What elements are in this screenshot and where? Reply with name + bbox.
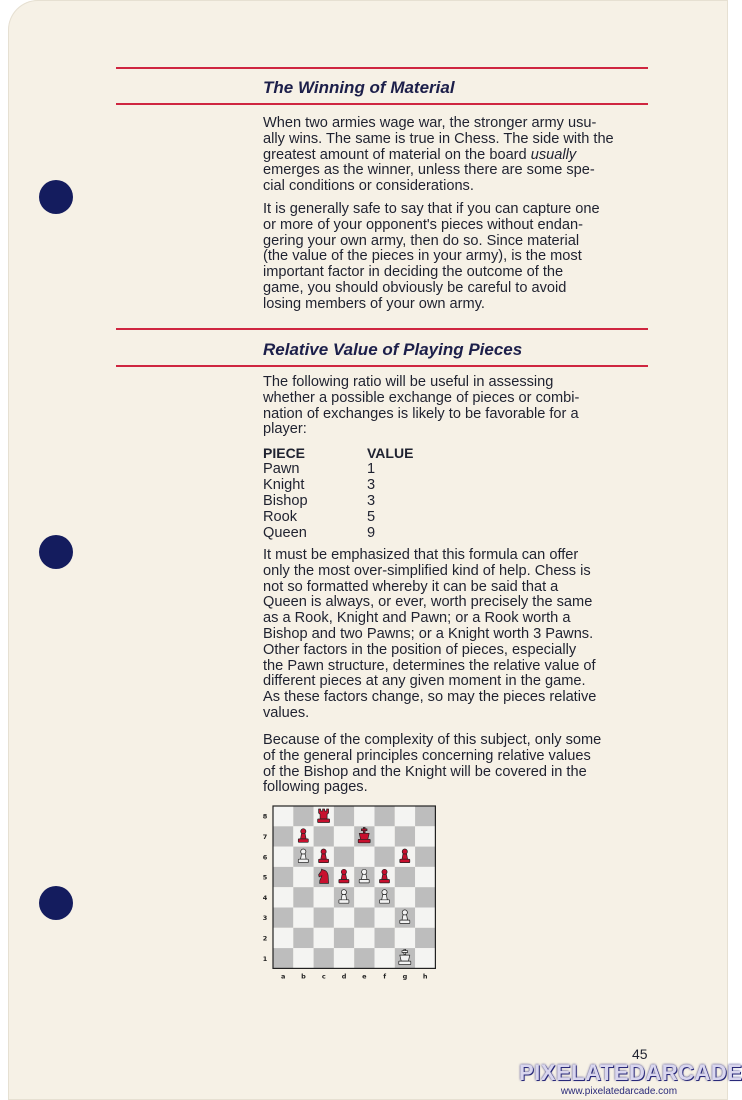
file-label: g <box>402 972 408 981</box>
file-label: e <box>362 972 367 981</box>
board-square-e2 <box>354 928 374 948</box>
piece-value: 3 <box>367 493 376 509</box>
piece-value: 3 <box>367 477 376 493</box>
header-value: VALUE <box>367 445 414 461</box>
piece-name: Rook <box>263 509 298 525</box>
board-square-g8 <box>395 806 415 826</box>
rank-label: 4 <box>262 893 268 902</box>
board-square-a2 <box>273 928 293 948</box>
emphasis-word: usually <box>530 146 577 163</box>
text-line: losing members of your own army. <box>263 295 485 312</box>
section2-top-rule <box>116 328 648 330</box>
board-square-a1 <box>273 948 293 968</box>
board-square-a6 <box>273 847 293 867</box>
file-label: h <box>422 972 428 981</box>
text-line: cial conditions or considerations. <box>263 178 474 195</box>
board-square-h4 <box>415 887 435 907</box>
text-line: gering your own army, then do so. Since material <box>263 232 580 249</box>
binder-hole-top <box>39 180 73 214</box>
piece-name: Pawn <box>263 461 300 477</box>
text-line: the Pawn structure, determines the relative value of <box>263 657 596 674</box>
board-square-a3 <box>273 908 293 928</box>
text-line: following pages. <box>263 779 368 796</box>
board-square-e6 <box>354 847 374 867</box>
table-row <box>263 509 413 525</box>
board-square-d1 <box>334 948 354 968</box>
board-square-d2 <box>334 928 354 948</box>
board-square-a7 <box>273 826 293 846</box>
text-line: Bishop and two Pawns; or a Knight worth 3 Pawns. <box>263 625 594 642</box>
table-row <box>263 461 413 477</box>
board-square-h7 <box>415 826 435 846</box>
piece-value: 1 <box>367 461 376 477</box>
table-row <box>263 525 413 541</box>
board-square-d7 <box>334 826 354 846</box>
piece-name: Queen <box>263 525 307 541</box>
board-square-b3 <box>293 908 313 928</box>
board-square-h1 <box>415 948 435 968</box>
board-square-b8 <box>293 806 313 826</box>
text-line: It is generally safe to say that if you can capture one <box>263 201 600 217</box>
text-line: Because of the complexity of this subject, only some <box>263 732 602 748</box>
board-square-d8 <box>334 806 354 826</box>
watermark-url: www.pixelatedarcade.com <box>560 1086 678 1097</box>
header-piece: PIECE <box>263 445 306 461</box>
binder-hole-middle <box>39 535 73 569</box>
section2-paragraph-2 <box>263 548 648 722</box>
board-square-b2 <box>293 928 313 948</box>
piece-value: 5 <box>367 509 376 525</box>
table-row <box>263 493 413 509</box>
rank-label: 3 <box>262 914 268 923</box>
text-line: values. <box>263 704 310 721</box>
board-square-c2 <box>314 928 334 948</box>
text-line: game, you should obviously be careful to avoid <box>263 279 567 296</box>
board-square-f1 <box>375 948 395 968</box>
board-square-g2 <box>395 928 415 948</box>
text-line: only the most over-simplified kind of help. Chess is <box>263 562 591 579</box>
board-square-h2 <box>415 928 435 948</box>
board-square-c3 <box>314 908 334 928</box>
rank-label: 1 <box>262 954 268 963</box>
text-line: different pieces at any given moment in the game. <box>263 673 586 690</box>
board-square-e3 <box>354 908 374 928</box>
text-line: whether a possible exchange of pieces or combi- <box>263 389 580 406</box>
text-line: of the general principles concerning relative values <box>263 747 591 764</box>
piece-name: Bishop <box>263 493 308 509</box>
piece-value: 9 <box>367 525 376 541</box>
board-square-c7 <box>314 826 334 846</box>
file-label: d <box>341 972 347 981</box>
board-square-h3 <box>415 908 435 928</box>
text-line: ally wins. The same is true in Chess. The side with the <box>263 130 614 147</box>
section1-paragraph-2 <box>263 202 648 313</box>
text-line: The following ratio will be useful in assessing <box>263 374 554 390</box>
board-square-h6 <box>415 847 435 867</box>
rank-label: 2 <box>262 934 268 943</box>
board-square-b4 <box>293 887 313 907</box>
board-square-f8 <box>375 806 395 826</box>
board-square-f3 <box>375 908 395 928</box>
rank-label: 8 <box>262 812 268 821</box>
board-square-e8 <box>354 806 374 826</box>
board-square-f7 <box>375 826 395 846</box>
section2-intro <box>263 375 648 438</box>
text-line: of the Bishop and the Knight will be covered in the <box>263 763 587 780</box>
board-square-a5 <box>273 867 293 887</box>
board-square-a4 <box>273 887 293 907</box>
text-line: greatest amount of material on the board <box>263 146 531 163</box>
text-line: not so formatted whereby it can be said that a <box>263 578 559 595</box>
board-square-b1 <box>293 948 313 968</box>
rank-label: 7 <box>262 832 268 841</box>
board-square-h5 <box>415 867 435 887</box>
section1-title: The Winning of Material <box>263 78 455 97</box>
board-square-f2 <box>375 928 395 948</box>
board-square-c4 <box>314 887 334 907</box>
board-square-f6 <box>375 847 395 867</box>
board-square-d3 <box>334 908 354 928</box>
text-line: It must be emphasized that this formula can offer <box>263 547 579 563</box>
text-line: as a Rook, Knight and Pawn; or a Rook worth a <box>263 610 571 627</box>
rank-label: 5 <box>262 873 268 882</box>
page-number: 45 <box>632 1046 648 1062</box>
board-square-e1 <box>354 948 374 968</box>
table-row <box>263 477 413 493</box>
piece-value-table <box>263 445 413 541</box>
board-square-a8 <box>273 806 293 826</box>
text-line: As these factors change, so may the pieces relative <box>263 689 597 706</box>
text-line: Queen is always, or ever, worth precisely the same <box>263 594 593 611</box>
text-line: or more of your opponent's pieces without endan- <box>263 216 583 233</box>
watermark-brand: PIXELATEDARCADE <box>519 1060 742 1085</box>
board-square-g7 <box>395 826 415 846</box>
text-line: player: <box>263 421 307 438</box>
text-line: When two armies wage war, the stronger army usu- <box>263 115 597 131</box>
file-label: f <box>383 972 387 981</box>
file-label: a <box>280 972 286 981</box>
board-square-g4 <box>395 887 415 907</box>
text-line: important factor in deciding the outcome of the <box>263 264 564 281</box>
rank-label: 6 <box>262 853 268 862</box>
board-square-c1 <box>314 948 334 968</box>
section2-paragraph-3 <box>263 733 648 796</box>
watermark <box>519 1060 742 1097</box>
board-square-g5 <box>395 867 415 887</box>
text-line: (the value of the pieces in your army), is the most <box>263 248 582 265</box>
section1-top-rule <box>116 67 648 69</box>
section2-bottom-rule <box>116 365 648 367</box>
file-label: c <box>321 972 326 981</box>
text-line: Other factors in the position of pieces, especially <box>263 641 577 658</box>
board-square-h8 <box>415 806 435 826</box>
file-label: b <box>301 972 306 981</box>
text-line: nation of exchanges is likely to be favorable for a <box>263 405 579 422</box>
section1-paragraph-1 <box>263 116 648 195</box>
binder-hole-bottom <box>39 886 73 920</box>
section2-title: Relative Value of Playing Pieces <box>263 340 523 359</box>
board-square-b5 <box>293 867 313 887</box>
board-square-d6 <box>334 847 354 867</box>
section1-bottom-rule <box>116 103 648 105</box>
piece-name: Knight <box>263 477 305 493</box>
table-header-row <box>263 445 413 461</box>
text-line: emerges as the winner, unless there are some spe- <box>263 162 595 179</box>
chess-diagram <box>258 800 438 982</box>
board-square-e4 <box>354 887 374 907</box>
